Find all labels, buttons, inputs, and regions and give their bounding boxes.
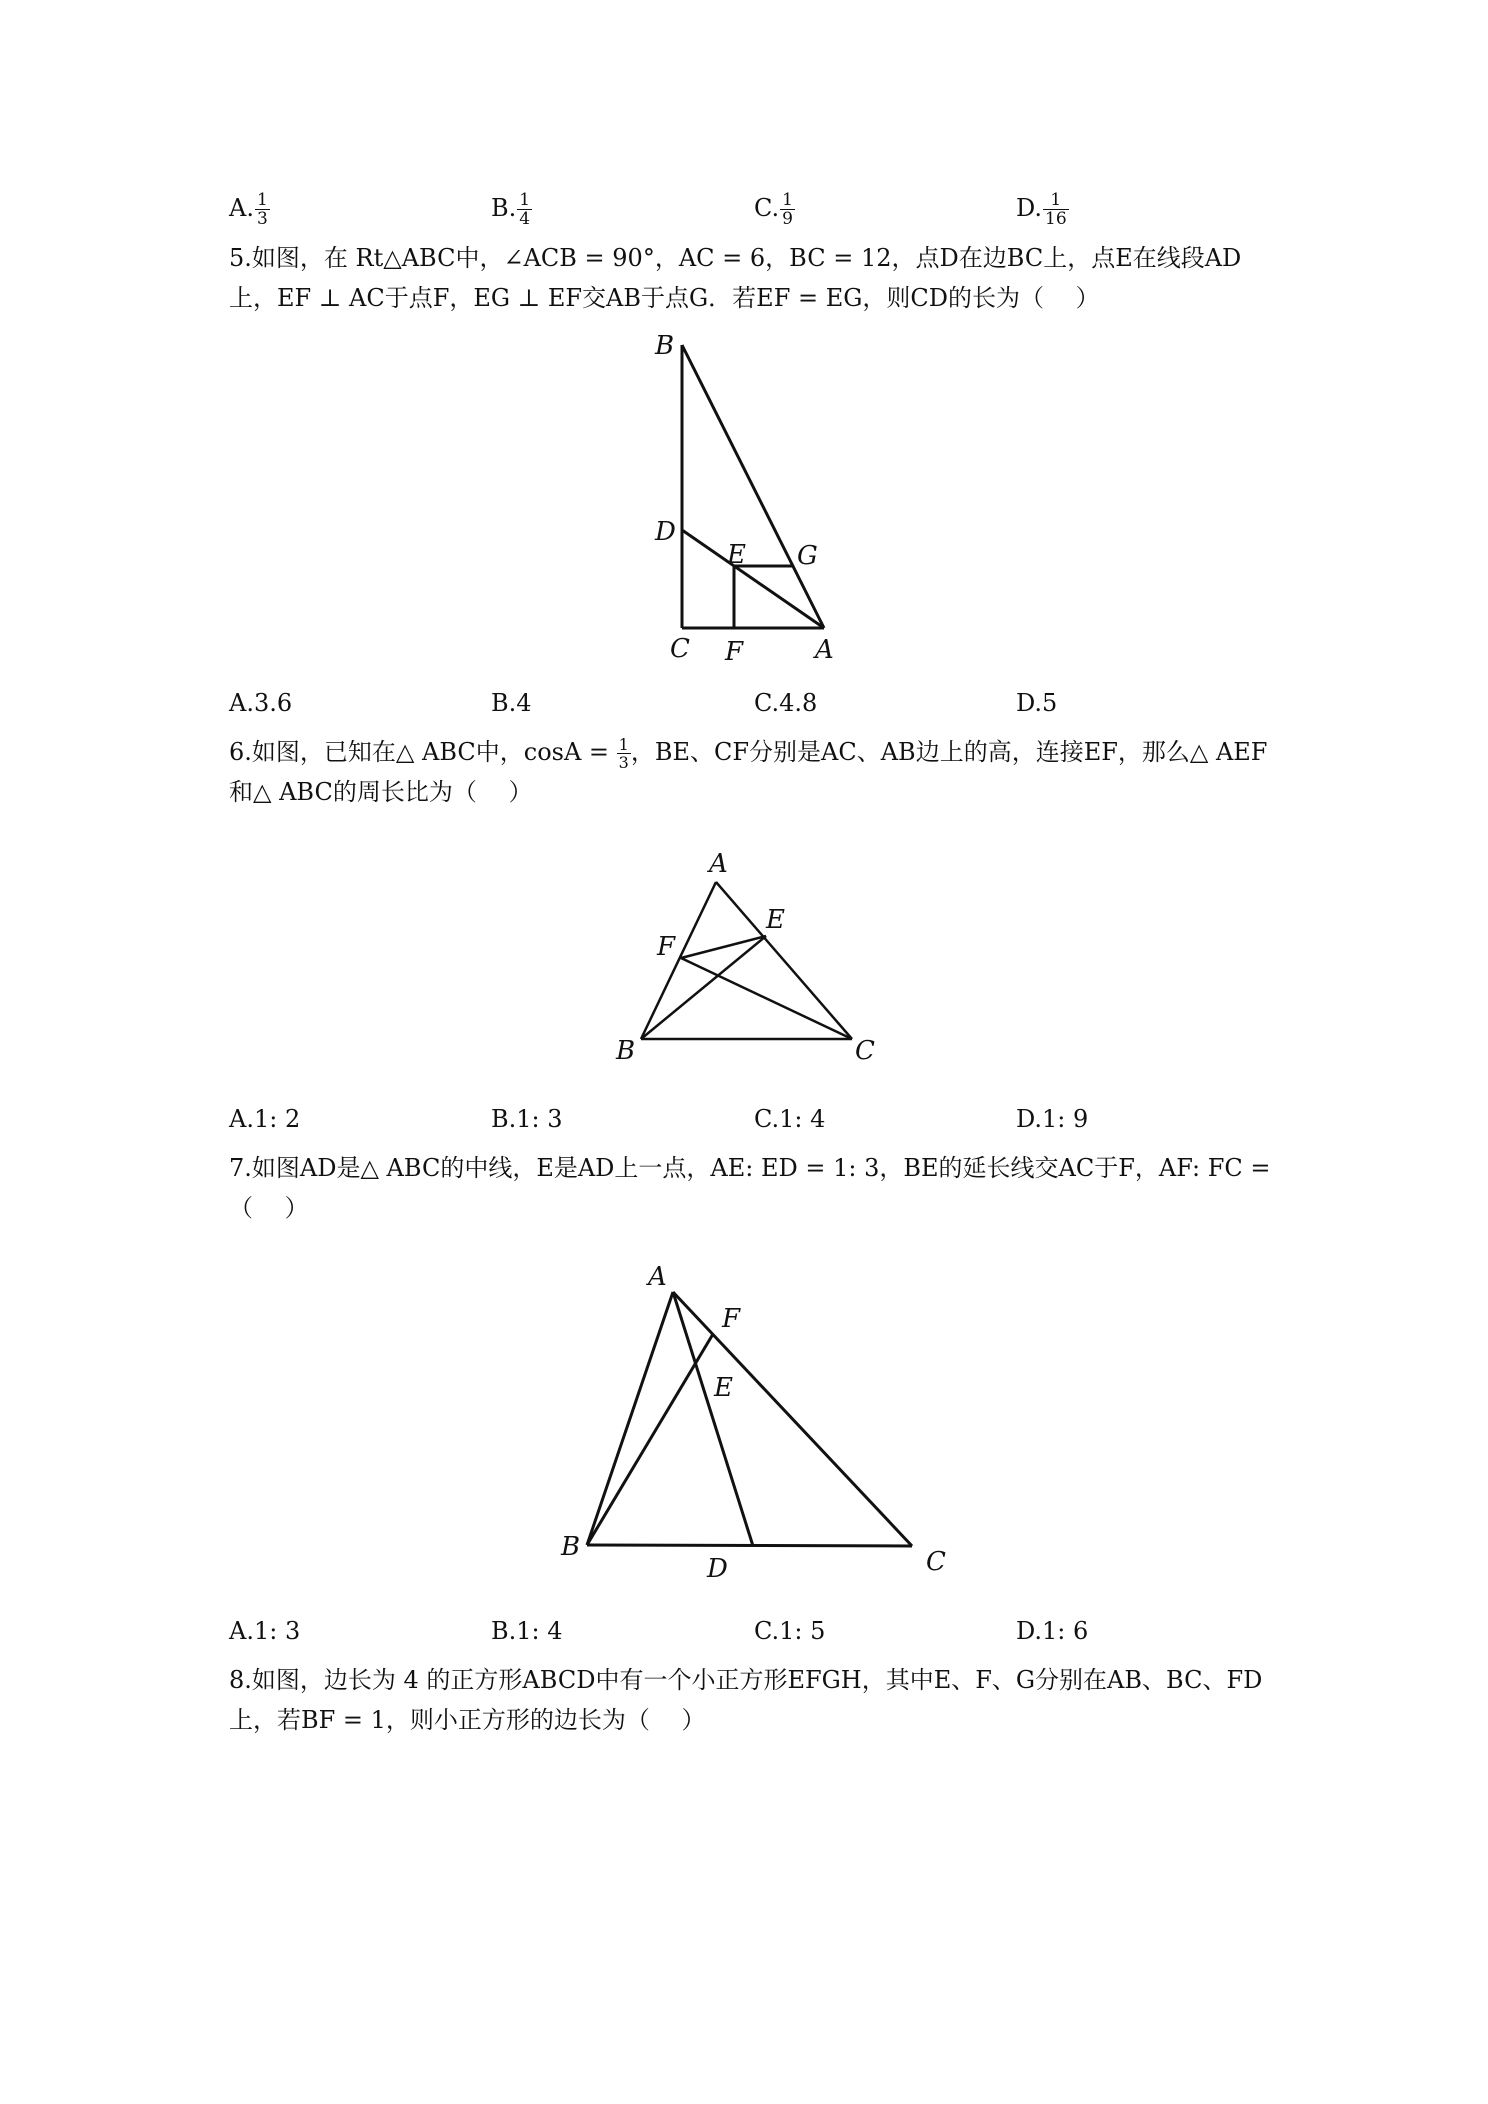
q6-line-1-pre: 6.如图，已知在△ ABC中，cosA = [229, 738, 617, 766]
denominator: 9 [782, 209, 793, 229]
point-label-b: B [616, 1036, 636, 1066]
q7-line-2: （ ） [229, 1194, 309, 1222]
option-label: D. [1016, 194, 1043, 222]
q6-option-c: C.1: 4 [754, 1105, 826, 1133]
option-label: C. [754, 194, 780, 222]
point-label-c: C [926, 1547, 946, 1577]
segment-ab [587, 1292, 673, 1545]
point-label-f: F [657, 932, 676, 962]
point-label-e: E [766, 905, 785, 935]
q5-option-b: B.4 [491, 689, 532, 717]
segment-ad [673, 1292, 753, 1546]
q7-option-d: D.1: 6 [1016, 1617, 1089, 1645]
point-label-d: D [707, 1554, 728, 1584]
q5-option-d: D.5 [1016, 689, 1058, 717]
q7-line-1: 7.如图AD是△ ABC的中线，E是AD上一点，AE: ED = 1: 3，BE的延长线交AC于F，AF: FC = [229, 1154, 1271, 1182]
numerator: 1 [519, 190, 531, 210]
segment-bf [587, 1334, 713, 1545]
q6-option-b: B.1: 3 [491, 1105, 563, 1133]
point-label-b: B [561, 1532, 581, 1562]
q7-option-a: A.1: 3 [229, 1617, 301, 1645]
denominator: 3 [256, 209, 268, 229]
point-label-f: F [722, 1304, 741, 1334]
q7-option-c: C.1: 5 [754, 1617, 826, 1645]
denominator: 3 [618, 753, 629, 772]
numerator: 1 [782, 190, 793, 210]
point-label-a: A [648, 1262, 667, 1292]
numerator: 1 [618, 735, 629, 754]
q5-option-a: A.3.6 [229, 689, 293, 717]
q6-line-2: 和△ ABC的周长比为（ ） [229, 778, 533, 806]
q8-line-1: 8.如图，边长为 4 的正方形ABCD中有一个小正方形EFGH，其中E、F、G分别在AB、BC、FD [229, 1666, 1263, 1694]
point-label-g: G [797, 541, 818, 571]
q7-lines [587, 1292, 912, 1546]
q5-option-c: C.4.8 [754, 689, 818, 717]
point-label-f: F [725, 637, 744, 667]
q7-options [229, 1609, 1279, 1653]
numerator: 1 [1043, 191, 1069, 210]
numerator: 1 [256, 190, 268, 210]
point-label-c: C [855, 1036, 875, 1066]
point-label-c: C [670, 634, 690, 664]
denominator: 16 [1045, 209, 1067, 229]
point-label-a: A [709, 849, 728, 879]
q5-line-2: 上，EF ⊥ AC于点F，EG ⊥ EF交AB于点G．若EF = EG，则CD的长为（ ） [229, 284, 1100, 312]
point-label-e: E [714, 1373, 733, 1403]
option-label: A. [229, 194, 254, 222]
q8-line-2: 上，若BF = 1，则小正方形的边长为（ ） [229, 1706, 706, 1734]
point-label-a: A [815, 635, 834, 665]
q7-option-b: B.1: 4 [491, 1617, 563, 1645]
segment-ac [673, 1292, 912, 1546]
option-label: B. [491, 194, 517, 222]
q6-option-d: D.1: 9 [1016, 1105, 1089, 1133]
segment-bc [587, 1545, 912, 1546]
q6-option-a: A.1: 2 [229, 1105, 301, 1133]
q5-line-1: 5.如图，在 Rt△ABC中，∠ACB = 90°，AC = 6，BC = 12，点D在边BC上，点E在线段AD [229, 244, 1242, 272]
q8-stem [229, 1660, 1279, 1740]
q6-line-1-post: ，BE、CF分别是AC、AB边上的高，连接EF，那么△ AEF [630, 738, 1268, 766]
denominator: 4 [519, 209, 531, 229]
point-label-b: B [655, 331, 675, 361]
point-label-e: E [727, 540, 746, 570]
point-label-d: D [655, 517, 676, 547]
